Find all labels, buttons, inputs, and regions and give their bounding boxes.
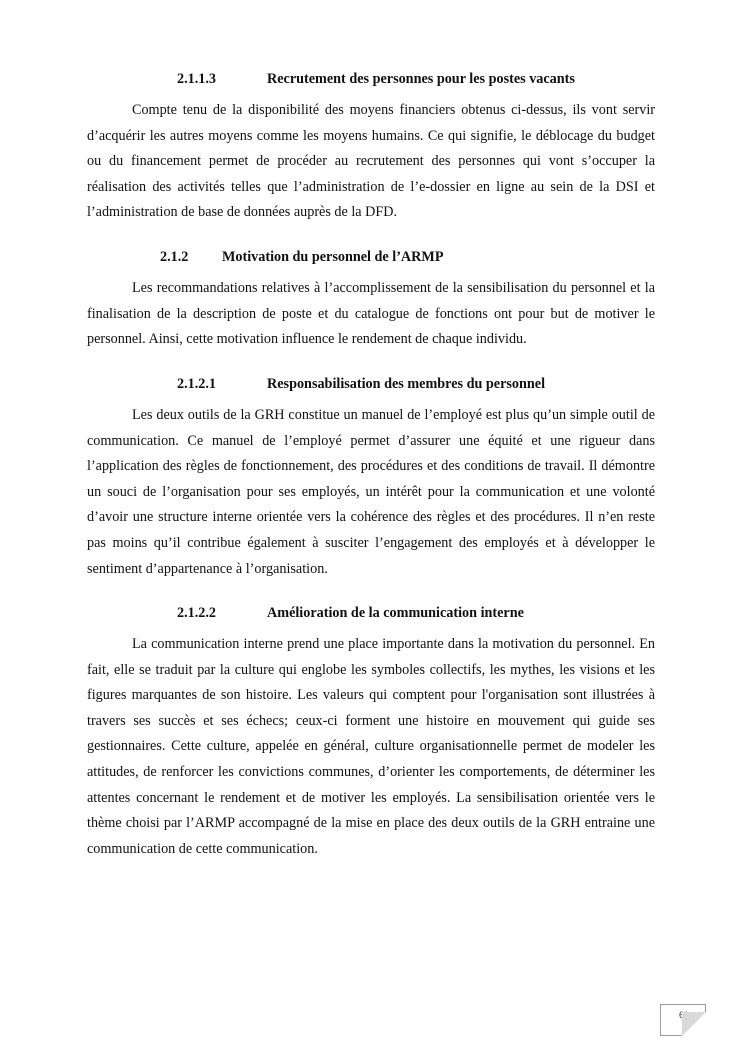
page-number: 61 bbox=[678, 1010, 689, 1020]
paragraph: Les recommandations relatives à l’accomplissement de la sensibilisation du personnel et la finalisation de la description de poste et du catalogue de fonctions ont pour but de motiver le personnel. Ainsi, cette motivation influence le rendement de chaque individu. bbox=[87, 280, 655, 348]
paragraph: La communication interne prend une place importante dans la motivation du personnel. En fait, elle se traduit par la culture qui englobe les symboles collectifs, les mythes, les visions et les figures marquantes de son histoire. Les valeurs qui comptent pour l'organisation sont illustrées à travers ses succès et ses échecs; ceux-ci forment une histoire en mouvement qui guide ses gestionnaires. Cette culture, appelée en général, culture organisationnelle permet de modeler les attitudes, de renforcer les convictions communes, d’orienter les comportements, de déterminer les attentes concernant le rendement et de motiver les employés. La sensibilisation orientée vers le thème choisi par l’ARMP accompagné de la mise en place des deux outils de la GRH entraine une communication de cette communication. bbox=[87, 636, 655, 857]
section-title: Motivation du personnel de l’ARMP bbox=[222, 249, 444, 265]
paragraph: Les deux outils de la GRH constitue un manuel de l’employé est plus qu’un simple outil de communication. Ce manuel de l’employé permet d’assurer une équité et une rigueur dans l’application des règles de fonctionnement, des procédures et des conditions de travail. Il démontre un souci de l’organisation pour ses employés, un intérêt pour la communication et une volonté d’avoir une structure interne orientée vers la cohérence des règles et des procédures. Il n’en reste pas moins qu’il contribue également à susciter l’engagement des employés et à développer le sentiment d’appartenance à l’organisation. bbox=[87, 407, 655, 577]
paragraph: Compte tenu de la disponibilité des moyens financiers obtenus ci-dessus, ils vont servir d’acquérir les autres moyens comme les moyens humains. Ce qui signifie, le déblocage du budget ou du financement permet de procéder au recrutement des personnes qui vont s’occuper la réalisation des activités telles que l’administration de l’e-dossier en ligne au sein de la DSI et l’administration de base de données auprès de la DFD. bbox=[87, 102, 655, 221]
section-number: 2.1.2 bbox=[160, 249, 189, 265]
page-number-box bbox=[660, 1004, 706, 1036]
section-title: Amélioration de la communication interne bbox=[267, 605, 524, 621]
section-number: 2.1.2.1 bbox=[177, 376, 217, 392]
section-number: 2.1.1.3 bbox=[177, 71, 217, 87]
page-curl-icon bbox=[682, 1012, 706, 1036]
section-title: Recrutement des personnes pour les postes vacants bbox=[267, 71, 575, 87]
section-number: 2.1.2.2 bbox=[177, 605, 217, 621]
section-title: Responsabilisation des membres du personnel bbox=[267, 376, 546, 392]
